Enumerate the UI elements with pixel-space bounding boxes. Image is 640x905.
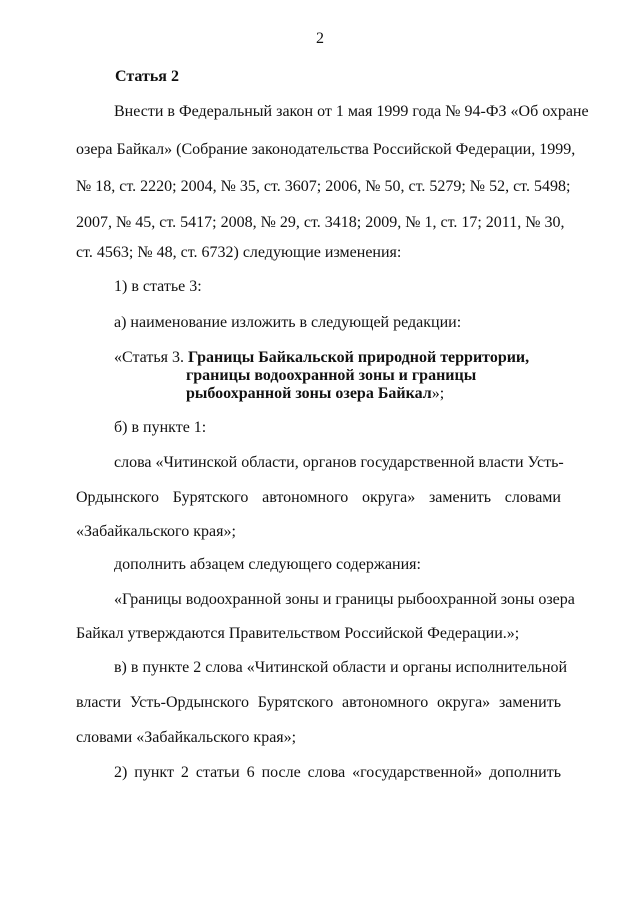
article-heading: Статья 2	[115, 68, 179, 85]
paragraph-line: «Забайкальского края»;	[76, 523, 236, 540]
paragraph-line: слова «Читинской области, органов государственной власти Усть-	[114, 454, 564, 471]
paragraph-line: словами «Забайкальского края»;	[76, 729, 297, 746]
quote-suffix: »;	[431, 385, 445, 402]
paragraph-line: 2) пункт 2 статьи 6 после слова «государственной» дополнить	[114, 764, 561, 781]
paragraph-line: 2007, № 45, ст. 5417; 2008, № 29, ст. 3418; 2009, № 1, ст. 17; 2011, № 30,	[76, 214, 565, 231]
paragraph-line: в) в пункте 2 слова «Читинской области и органы исполнительной	[114, 659, 568, 676]
paragraph-line: Внести в Федеральный закон от 1 мая 1999 года № 94-ФЗ «Об охране	[114, 103, 589, 120]
paragraph-line: Байкал утверждаются Правительством Российской Федерации.»;	[76, 625, 520, 642]
quote-line	[186, 384, 444, 404]
paragraph-line: Ордынского Бурятского автономного округа» заменить словами	[76, 489, 561, 506]
quote-title: рыбоохранной зоны озера Байкал	[186, 385, 432, 402]
quote-prefix: «Статья 3.	[114, 349, 188, 366]
quote-line	[114, 348, 529, 368]
paragraph-line: ст. 4563; № 48, ст. 6732) следующие изменения:	[76, 244, 402, 261]
paragraph-line: власти Усть-Ордынского Бурятского автономного округа» заменить	[76, 694, 561, 711]
paragraph-line: озера Байкал» (Собрание законодательства Российской Федерации, 1999,	[76, 141, 576, 158]
paragraph-line: № 18, ст. 2220; 2004, № 35, ст. 3607; 2006, № 50, ст. 5279; № 52, ст. 5498;	[76, 178, 571, 195]
paragraph-line: «Границы водоохранной зоны и границы рыбоохранной зоны озера	[114, 591, 575, 608]
item-heading: а) наименование изложить в следующей редакции:	[114, 314, 462, 331]
quote-title: Границы Байкальской природной территории,	[187, 349, 530, 366]
page-number: 2	[316, 30, 324, 47]
item-heading: 1) в статье 3:	[114, 278, 202, 295]
quote-line: границы водоохранной зоны и границы	[186, 367, 477, 384]
paragraph-line: дополнить абзацем следующего содержания:	[114, 556, 421, 573]
item-heading: б) в пункте 1:	[114, 419, 207, 436]
